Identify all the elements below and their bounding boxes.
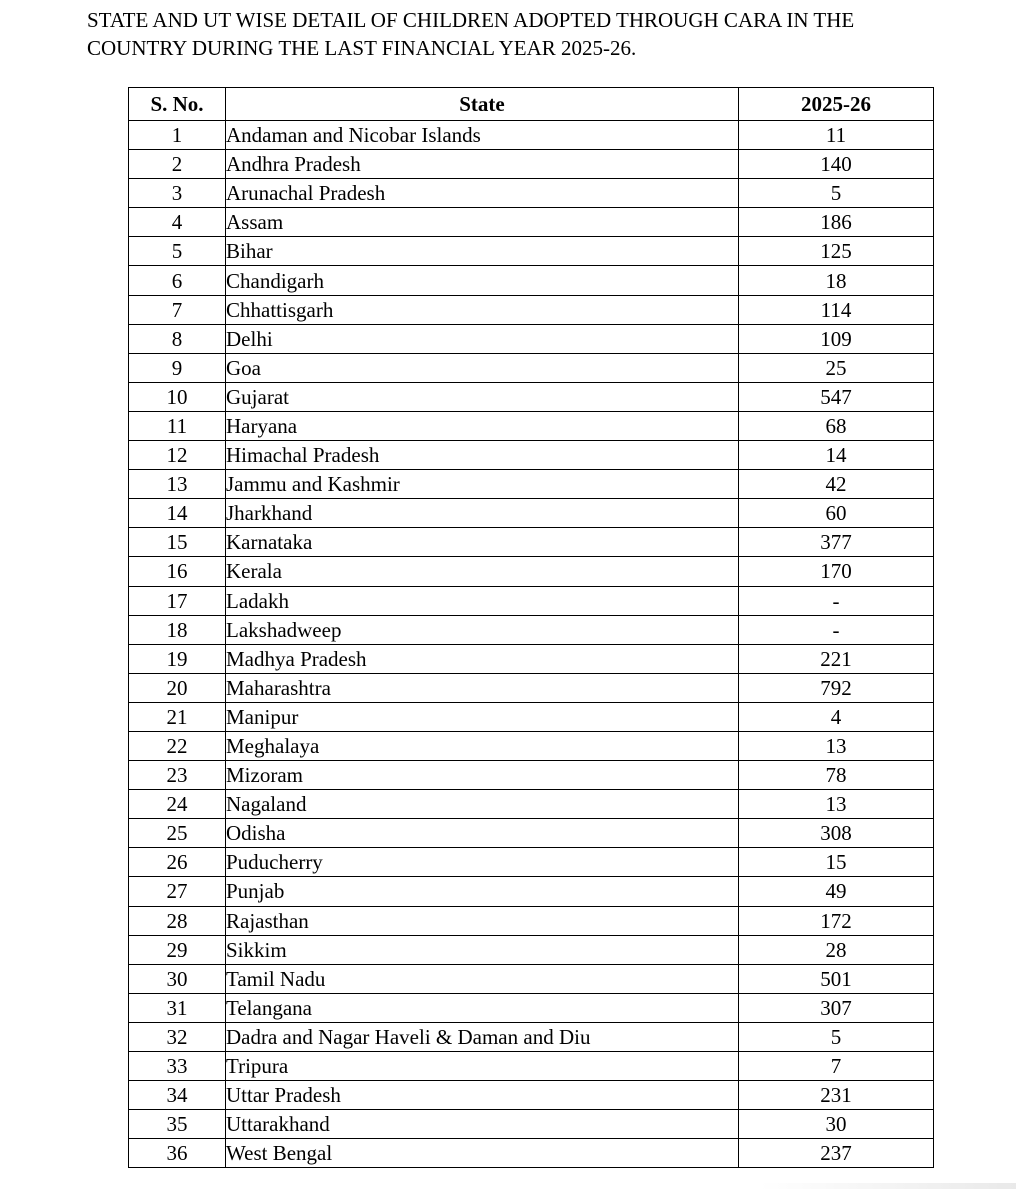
table-row bbox=[129, 121, 934, 150]
cell-sno: 33 bbox=[129, 1052, 226, 1081]
cell-sno: 5 bbox=[129, 237, 226, 266]
table-row bbox=[129, 382, 934, 411]
cell-sno: 7 bbox=[129, 295, 226, 324]
cell-sno: 15 bbox=[129, 528, 226, 557]
cell-state: Jammu and Kashmir bbox=[226, 470, 739, 499]
table-row bbox=[129, 1022, 934, 1051]
header-year: 2025-26 bbox=[739, 88, 934, 121]
cell-value: 172 bbox=[739, 906, 934, 935]
cell-sno: 10 bbox=[129, 382, 226, 411]
cell-state: Himachal Pradesh bbox=[226, 441, 739, 470]
cell-value: 5 bbox=[739, 179, 934, 208]
cell-sno: 12 bbox=[129, 441, 226, 470]
cell-sno: 2 bbox=[129, 150, 226, 179]
table-row bbox=[129, 441, 934, 470]
cell-sno: 11 bbox=[129, 411, 226, 440]
cell-state: Ladakh bbox=[226, 586, 739, 615]
cell-value: 14 bbox=[739, 441, 934, 470]
cell-state: Kerala bbox=[226, 557, 739, 586]
cell-state: West Bengal bbox=[226, 1139, 739, 1168]
cell-state: Odisha bbox=[226, 819, 739, 848]
cell-sno: 24 bbox=[129, 790, 226, 819]
cell-sno: 22 bbox=[129, 731, 226, 760]
cell-state: Rajasthan bbox=[226, 906, 739, 935]
cell-state: Manipur bbox=[226, 702, 739, 731]
header-sno: S. No. bbox=[129, 88, 226, 121]
table-row bbox=[129, 615, 934, 644]
cell-state: Madhya Pradesh bbox=[226, 644, 739, 673]
cell-state: Andhra Pradesh bbox=[226, 150, 739, 179]
cell-state: Sikkim bbox=[226, 935, 739, 964]
cell-value: 18 bbox=[739, 266, 934, 295]
table-row bbox=[129, 819, 934, 848]
cell-state: Nagaland bbox=[226, 790, 739, 819]
table-row bbox=[129, 1052, 934, 1081]
table-row bbox=[129, 324, 934, 353]
cell-sno: 32 bbox=[129, 1022, 226, 1051]
cell-state: Haryana bbox=[226, 411, 739, 440]
cell-value: 11 bbox=[739, 121, 934, 150]
cell-sno: 36 bbox=[129, 1139, 226, 1168]
table-row bbox=[129, 295, 934, 324]
cell-value: 5 bbox=[739, 1022, 934, 1051]
cell-value: 547 bbox=[739, 382, 934, 411]
cell-value: 15 bbox=[739, 848, 934, 877]
cell-value: 30 bbox=[739, 1110, 934, 1139]
table-row bbox=[129, 179, 934, 208]
cell-state: Uttar Pradesh bbox=[226, 1081, 739, 1110]
cell-value: 231 bbox=[739, 1081, 934, 1110]
cell-value: 140 bbox=[739, 150, 934, 179]
cell-value: 170 bbox=[739, 557, 934, 586]
table-row bbox=[129, 1081, 934, 1110]
cell-value: 792 bbox=[739, 673, 934, 702]
table-row bbox=[129, 935, 934, 964]
cell-sno: 1 bbox=[129, 121, 226, 150]
cell-value: - bbox=[739, 586, 934, 615]
cell-value: 501 bbox=[739, 964, 934, 993]
adoption-table bbox=[128, 87, 934, 1168]
cell-state: Andaman and Nicobar Islands bbox=[226, 121, 739, 150]
table-row bbox=[129, 528, 934, 557]
table-row bbox=[129, 673, 934, 702]
cell-state: Karnataka bbox=[226, 528, 739, 557]
cell-sno: 35 bbox=[129, 1110, 226, 1139]
cell-value: 109 bbox=[739, 324, 934, 353]
document-title bbox=[87, 6, 987, 62]
cell-sno: 20 bbox=[129, 673, 226, 702]
cell-sno: 19 bbox=[129, 644, 226, 673]
table-row bbox=[129, 993, 934, 1022]
table-row bbox=[129, 1110, 934, 1139]
cell-value: 308 bbox=[739, 819, 934, 848]
cell-state: Assam bbox=[226, 208, 739, 237]
cell-state: Lakshadweep bbox=[226, 615, 739, 644]
table-row bbox=[129, 150, 934, 179]
cell-sno: 31 bbox=[129, 993, 226, 1022]
cell-sno: 25 bbox=[129, 819, 226, 848]
cell-sno: 17 bbox=[129, 586, 226, 615]
cell-sno: 34 bbox=[129, 1081, 226, 1110]
cell-state: Meghalaya bbox=[226, 731, 739, 760]
cell-state: Chhattisgarh bbox=[226, 295, 739, 324]
cell-value: 42 bbox=[739, 470, 934, 499]
table-row bbox=[129, 644, 934, 673]
table-row bbox=[129, 1139, 934, 1168]
table-row bbox=[129, 470, 934, 499]
title-line-1: STATE AND UT WISE DETAIL OF CHILDREN ADOPTED THROUGH CARA IN THE bbox=[87, 8, 855, 32]
cell-state: Maharashtra bbox=[226, 673, 739, 702]
cell-sno: 4 bbox=[129, 208, 226, 237]
cell-state: Punjab bbox=[226, 877, 739, 906]
cell-state: Goa bbox=[226, 353, 739, 382]
table-row bbox=[129, 906, 934, 935]
cell-sno: 16 bbox=[129, 557, 226, 586]
cell-sno: 30 bbox=[129, 964, 226, 993]
cell-state: Jharkhand bbox=[226, 499, 739, 528]
table-row bbox=[129, 353, 934, 382]
cell-sno: 3 bbox=[129, 179, 226, 208]
table-row bbox=[129, 790, 934, 819]
table-row bbox=[129, 877, 934, 906]
cell-sno: 13 bbox=[129, 470, 226, 499]
table-row bbox=[129, 237, 934, 266]
cell-sno: 21 bbox=[129, 702, 226, 731]
cell-value: 13 bbox=[739, 731, 934, 760]
cell-value: 186 bbox=[739, 208, 934, 237]
cell-sno: 6 bbox=[129, 266, 226, 295]
cell-sno: 9 bbox=[129, 353, 226, 382]
cell-sno: 27 bbox=[129, 877, 226, 906]
cell-value: 307 bbox=[739, 993, 934, 1022]
cell-sno: 14 bbox=[129, 499, 226, 528]
cell-value: 25 bbox=[739, 353, 934, 382]
table-row bbox=[129, 266, 934, 295]
cell-state: Tripura bbox=[226, 1052, 739, 1081]
cell-sno: 26 bbox=[129, 848, 226, 877]
title-line-2: COUNTRY DURING THE LAST FINANCIAL YEAR 2025-26. bbox=[87, 36, 637, 60]
table-header-row bbox=[129, 88, 934, 121]
cell-value: 114 bbox=[739, 295, 934, 324]
cell-value: 78 bbox=[739, 761, 934, 790]
table-row bbox=[129, 964, 934, 993]
page-edge-shadow bbox=[760, 1183, 1016, 1189]
cell-state: Dadra and Nagar Haveli & Daman and Diu bbox=[226, 1022, 739, 1051]
table-row bbox=[129, 848, 934, 877]
table-body bbox=[129, 121, 934, 1168]
table-row bbox=[129, 761, 934, 790]
cell-value: 377 bbox=[739, 528, 934, 557]
table-row bbox=[129, 557, 934, 586]
cell-value: 125 bbox=[739, 237, 934, 266]
table-row bbox=[129, 731, 934, 760]
cell-value: - bbox=[739, 615, 934, 644]
cell-state: Telangana bbox=[226, 993, 739, 1022]
cell-value: 4 bbox=[739, 702, 934, 731]
table-row bbox=[129, 411, 934, 440]
cell-sno: 28 bbox=[129, 906, 226, 935]
cell-state: Mizoram bbox=[226, 761, 739, 790]
table-row bbox=[129, 499, 934, 528]
cell-state: Gujarat bbox=[226, 382, 739, 411]
table-row bbox=[129, 208, 934, 237]
table-row bbox=[129, 702, 934, 731]
cell-value: 237 bbox=[739, 1139, 934, 1168]
cell-state: Uttarakhand bbox=[226, 1110, 739, 1139]
cell-state: Arunachal Pradesh bbox=[226, 179, 739, 208]
cell-value: 68 bbox=[739, 411, 934, 440]
table-row bbox=[129, 586, 934, 615]
cell-value: 7 bbox=[739, 1052, 934, 1081]
header-state: State bbox=[226, 88, 739, 121]
cell-sno: 18 bbox=[129, 615, 226, 644]
cell-state: Chandigarh bbox=[226, 266, 739, 295]
cell-value: 13 bbox=[739, 790, 934, 819]
cell-state: Delhi bbox=[226, 324, 739, 353]
cell-value: 221 bbox=[739, 644, 934, 673]
cell-state: Tamil Nadu bbox=[226, 964, 739, 993]
cell-value: 60 bbox=[739, 499, 934, 528]
cell-state: Puducherry bbox=[226, 848, 739, 877]
cell-value: 28 bbox=[739, 935, 934, 964]
cell-state: Bihar bbox=[226, 237, 739, 266]
cell-sno: 8 bbox=[129, 324, 226, 353]
cell-sno: 23 bbox=[129, 761, 226, 790]
cell-value: 49 bbox=[739, 877, 934, 906]
cell-sno: 29 bbox=[129, 935, 226, 964]
